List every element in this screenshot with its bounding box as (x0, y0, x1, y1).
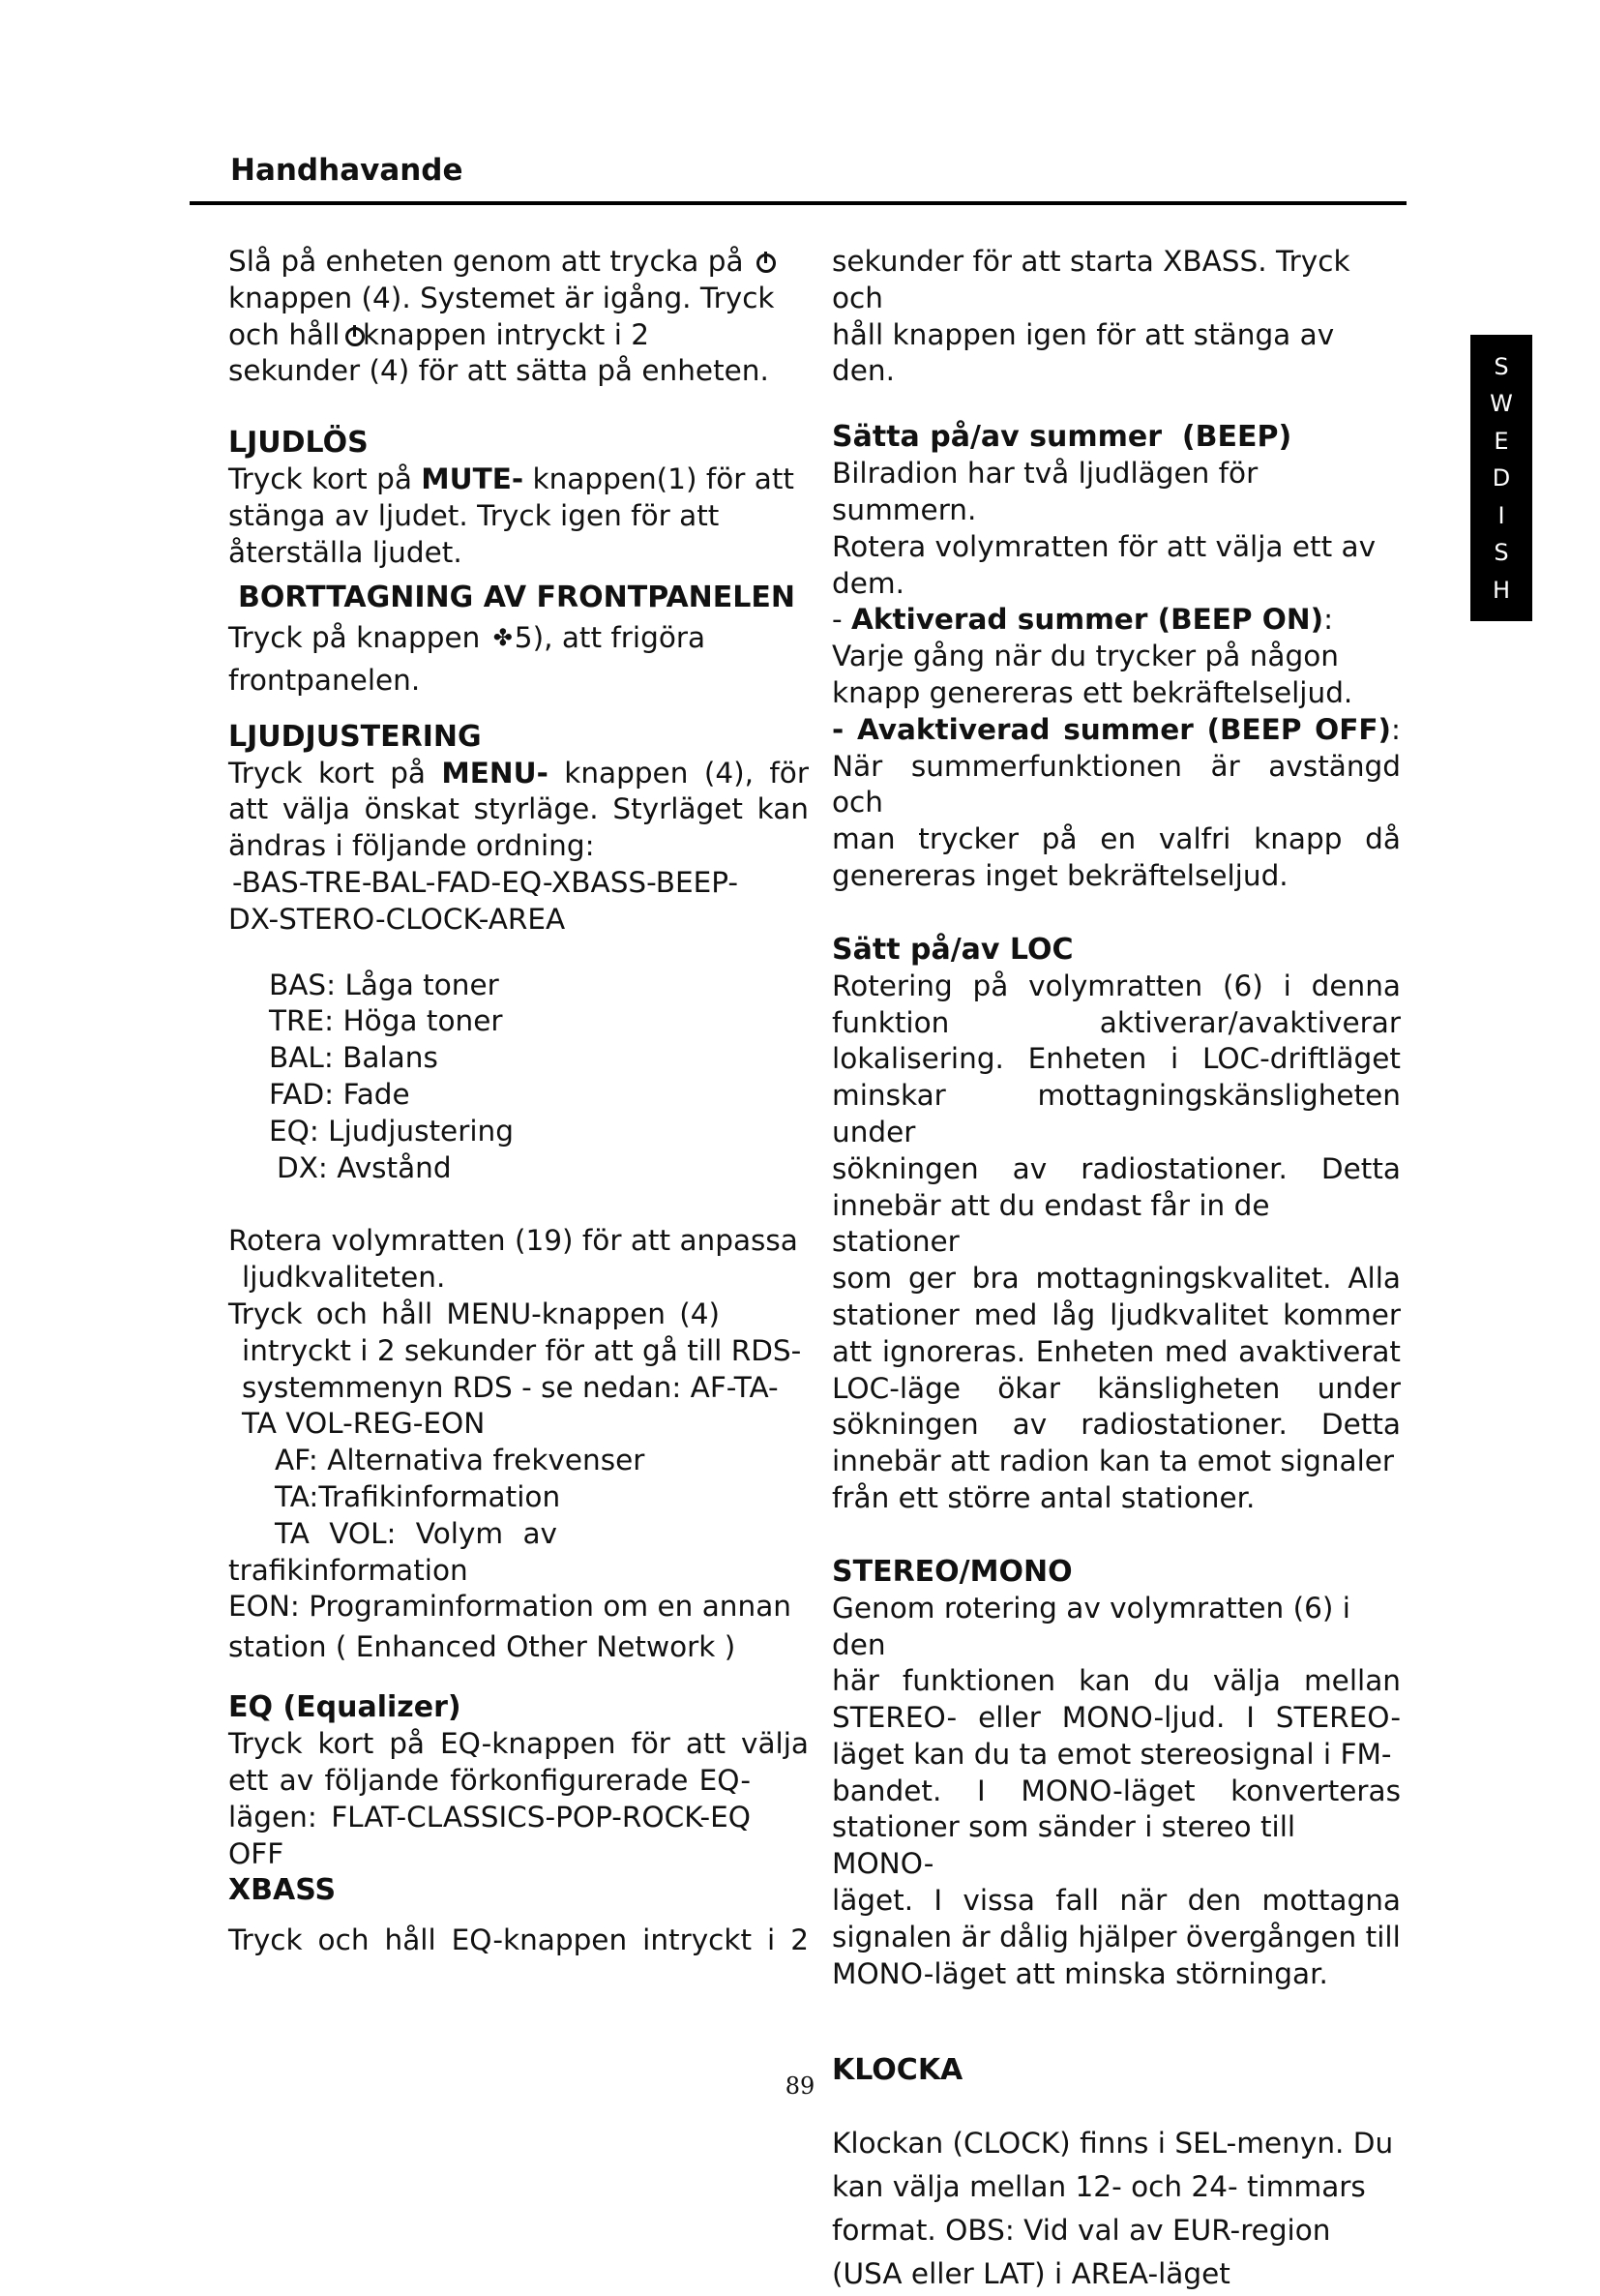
tab-letter: D (1492, 464, 1511, 492)
text-line: Rotera volymratten (19) för att anpassa (228, 1224, 798, 1258)
tab-letter: I (1497, 501, 1505, 529)
text-line: TA VOL-REG-EON (242, 1407, 486, 1441)
text-line: AF: Alternativa frekvenser (275, 1444, 645, 1477)
left-column (228, 244, 809, 1959)
text-line: Tryck och håll MENU-knappen (4) (228, 1297, 720, 1330)
text-line: stänga av ljudet. Tryck igen för att (228, 498, 720, 532)
text-line (228, 462, 809, 498)
text-line: dem. (832, 566, 904, 600)
tab-letter: E (1494, 427, 1509, 455)
text-fragment: : (1391, 712, 1401, 746)
text-line: stationer som sänder i stereo till MONO- (832, 1810, 1296, 1881)
header-divider (190, 201, 1407, 205)
text-line: ljudkvaliteten. (242, 1261, 446, 1295)
text-fragment: Slå på enheten genom att trycka på (228, 245, 744, 278)
text-line: innebär att du endast får in de stationer (832, 1188, 1270, 1259)
definition-item: BAS: Låga toner (269, 968, 499, 1001)
text-line (832, 602, 1401, 639)
text-fragment: - (832, 603, 852, 637)
section-heading: LJUDLÖS (228, 426, 369, 461)
section-heading: KLOCKA (832, 2053, 963, 2088)
text-line: Tryck och håll EQ-knappen intryckt i 2 (228, 1923, 809, 1957)
section-heading: XBASS (228, 1873, 337, 1908)
text-line: man trycker på en valfri knapp då (832, 822, 1401, 856)
text-line: genereras inget bekräftelseljud. (832, 858, 1289, 892)
text-line: knapp genereras ett bekräftelseljud. (832, 675, 1353, 709)
text-line: signalen är dålig hjälper övergången till (832, 1920, 1401, 1953)
text-line: format. OBS: Vid val av EUR-region (832, 2214, 1331, 2248)
text-line: TA VOL: Volym av (275, 1516, 557, 1550)
tab-letter: H (1492, 576, 1511, 604)
text-line: Genom rotering av volymratten (6) i den (832, 1591, 1350, 1661)
text-line (228, 317, 809, 354)
text-line: TA:Trafikinformation (275, 1479, 561, 1513)
key-label: MENU- (441, 756, 548, 790)
text-fragment: Tryck kort på (228, 756, 426, 790)
text-fragment: och håll (228, 317, 341, 351)
text-line: ett av följande förkonfigurerade EQ- (228, 1763, 751, 1797)
section-heading: EQ (Equalizer) (228, 1690, 461, 1725)
text-fragment: Tryck kort på (228, 462, 422, 496)
section-heading: LJUDJUSTERING (228, 719, 482, 754)
text-line: (USA eller LAT) i AREA-läget (832, 2257, 1230, 2291)
text-fragment: knappen(1) för att (523, 462, 794, 496)
text-fragment: 5), att frigöra (514, 620, 706, 654)
page-number: 89 (785, 2072, 815, 2100)
text-line: MONO-läget att minska störningar. (832, 1956, 1328, 1990)
text-fragment: : (1323, 603, 1334, 637)
text-line: knappen (4). Systemet är igång. Tryck (228, 281, 775, 314)
text-line: EON: Programinformation om en annan (228, 1590, 791, 1624)
text-fragment: Tryck på knappen (228, 620, 481, 654)
text-line: som ger bra mottagningskvalitet. Alla (832, 1262, 1401, 1296)
text-line: trafikinformation (228, 1553, 468, 1587)
text-line: innebär att radion kan ta emot signaler (832, 1445, 1395, 1478)
text-line: läget kan du ta emot stereosignal i FM- (832, 1737, 1392, 1771)
key-label: MUTE- (421, 462, 524, 496)
page-title: Handhavande (230, 153, 463, 188)
text-line: -BAS-TRE-BAL-FAD-EQ-XBASS-BEEP- (232, 865, 739, 899)
text-line: Bilradion har två ljudlägen för summern. (832, 457, 1259, 526)
text-line: ändras i följande ordning: (228, 829, 595, 863)
tab-letter: S (1494, 352, 1509, 380)
text-line: Rotering på volymratten (6) i denna (832, 969, 1401, 1002)
power-icon (756, 253, 776, 273)
tab-letter: W (1490, 390, 1513, 417)
text-line: att välja önskat styrläge. Styrläget kan (228, 792, 809, 826)
text-line: minskar mottagningskänsligheten under (832, 1079, 1401, 1148)
text-line (832, 712, 1401, 749)
text-line: läget. I vissa fall när den mottagna (832, 1884, 1401, 1918)
text-line: Klockan (CLOCK) finns i SEL-menyn. Du (832, 2127, 1394, 2161)
release-icon: ✤ (492, 623, 513, 651)
text-line (228, 616, 809, 659)
text-line: funktion aktiverar/avaktiverar (832, 1005, 1401, 1039)
text-line: STEREO- eller MONO-ljud. I STEREO- (832, 1701, 1401, 1735)
tab-letter: S (1494, 539, 1509, 566)
definition-item: DX: Avstånd (277, 1150, 452, 1184)
section-heading: Sätt på/av LOC (832, 932, 1074, 967)
text-line: Rotera volymratten för att välja ett av (832, 529, 1377, 563)
definition-item: BAL: Balans (269, 1041, 438, 1075)
option-label: - Avaktiverad summer (BEEP OFF) (832, 712, 1392, 746)
text-line: stationer med låg ljudkvalitet kommer (832, 1297, 1401, 1331)
right-column (832, 244, 1401, 2296)
text-line: Varje gång när du trycker på någon (832, 640, 1339, 673)
text-line (228, 244, 809, 281)
text-line: station ( Enhanced Other Network ) (228, 1630, 736, 1664)
definition-item: EQ: Ljudjustering (269, 1114, 514, 1148)
text-fragment: knappen intryckt i 2 (362, 317, 650, 351)
text-line: sekunder (4) för att sätta på enheten. (228, 354, 769, 388)
text-line: lägen: FLAT-CLASSICS-POP-ROCK-EQ (228, 1800, 751, 1834)
language-side-tab (1470, 335, 1532, 621)
power-icon (345, 327, 365, 346)
section-heading: BORTTAGNING AV FRONTPANELEN (238, 580, 795, 614)
option-label: Aktiverad summer (BEEP ON) (851, 603, 1324, 637)
mode-definitions (228, 968, 809, 1187)
text-line: här funktionen kan du välja mellan (832, 1664, 1401, 1698)
text-line: frontpanelen. (228, 663, 421, 697)
definition-item: FAD: Fade (269, 1077, 410, 1111)
text-line: LOC-läge ökar känsligheten under (832, 1371, 1401, 1405)
definition-item: TRE: Höga toner (269, 1004, 503, 1038)
section-heading: STEREO/MONO (832, 1554, 1073, 1589)
text-line: från ett större antal stationer. (832, 1480, 1256, 1514)
text-line: systemmenyn RDS - se nedan: AF-TA- (242, 1370, 779, 1404)
text-line (228, 756, 809, 792)
text-line: DX-STERO-CLOCK-AREA (228, 902, 566, 936)
text-fragment: knappen (4), för (564, 756, 809, 790)
text-line: sökningen av radiostationer. Detta (832, 1408, 1401, 1442)
text-line: kan välja mellan 12- och 24- timmars (832, 2170, 1366, 2204)
text-line: återställa ljudet. (228, 535, 462, 569)
section-heading: Sätta på/av summer (BEEP) (832, 420, 1292, 455)
text-line: När summerfunktionen är avstängd och (832, 749, 1401, 820)
text-line: håll knappen igen för att stänga av den. (832, 317, 1335, 388)
text-line: att ignoreras. Enheten med avaktiverat (832, 1334, 1401, 1368)
text-line: Tryck kort på EQ-knappen för att välja (228, 1727, 809, 1761)
text-line: OFF (228, 1836, 284, 1870)
text-line: sekunder för att starta XBASS. Tryck och (832, 245, 1350, 314)
text-line: bandet. I MONO-läget konverteras (832, 1774, 1401, 1807)
text-line: sökningen av radiostationer. Detta (832, 1151, 1401, 1185)
text-line: intryckt i 2 sekunder för att gå till RDS- (242, 1333, 802, 1367)
text-line: lokalisering. Enheten i LOC-driftläget (832, 1042, 1401, 1076)
